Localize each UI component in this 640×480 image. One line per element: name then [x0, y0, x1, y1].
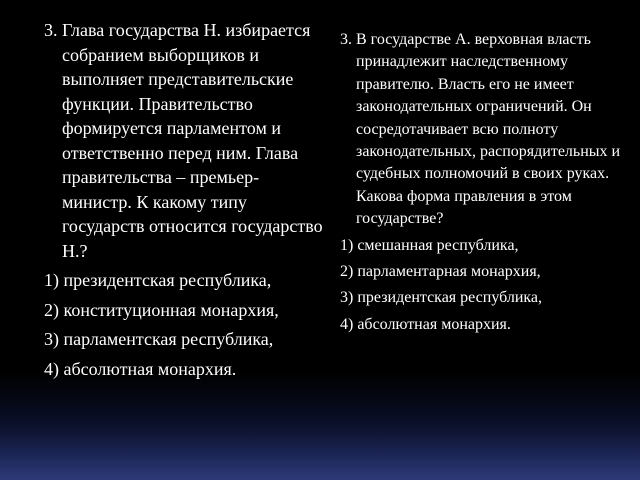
left-option-4: 4) абсолютная монархия.: [44, 358, 237, 379]
right-option-2: 2) парламентарная монархия,: [340, 263, 541, 281]
right-option-4: 4) абсолютная монархия.: [340, 315, 511, 333]
left-question-block: [44, 18, 324, 381]
right-question-block: [340, 29, 630, 336]
right-option-1: 1) смешанная республика,: [340, 236, 519, 254]
left-option-2: 2) конституционная монархия,: [44, 299, 279, 320]
right-question-text: 3. В государстве А. верховная власть принадлежит наследственному правителю. Власть его не имеет законодательных ограничений. Он сосредотачивает всю полноту законодательных, распорядительных и судебных полномочий в своих руках. Какова форма правления в этом государстве?: [340, 31, 621, 228]
left-option-1: 1) президентская республика,: [44, 270, 272, 290]
left-question-text: 3. Глава государства Н. избирается собранием выборщиков и выполняет представительские функции. Правительство формируется парламентом и ответственно перед ним. Глава правительства – премьер-министр. К какому типу государств относится государство Н.?: [44, 20, 323, 261]
left-option-3: 3) парламентская республика,: [44, 329, 274, 349]
right-option-3: 3) президентская республика,: [340, 289, 543, 307]
